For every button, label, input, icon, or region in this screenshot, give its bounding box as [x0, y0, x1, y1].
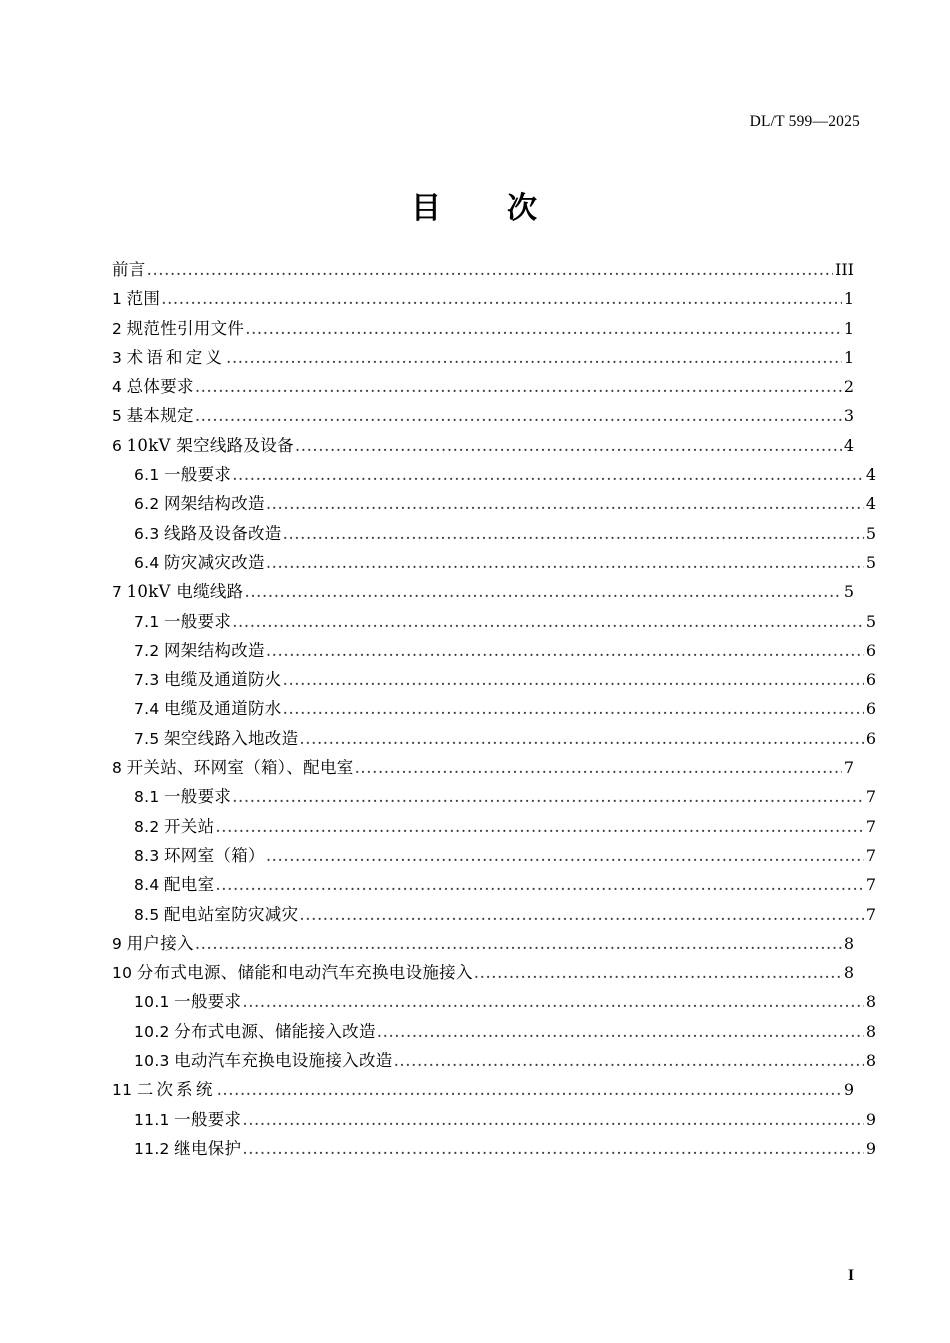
toc-entry[interactable] [112, 291, 854, 320]
toc-entry-text: 前言 [112, 260, 146, 279]
toc-entry[interactable] [112, 1021, 876, 1053]
toc-entry-text: 总体要求 [126, 377, 194, 397]
toc-entry-page-number: 7 [865, 875, 876, 895]
toc-entry[interactable] [112, 379, 854, 408]
toc-entry-text: 开关站、环网室（箱）、配电室 [126, 758, 354, 778]
toc-entry-text: 一般要求 [174, 1109, 242, 1129]
toc-entry[interactable] [112, 318, 854, 350]
toc-entry-page-number: 4 [843, 435, 854, 455]
toc-dot-leader [266, 496, 864, 513]
toc-entry[interactable] [112, 760, 854, 789]
toc-entry-label [112, 262, 146, 279]
toc-entry-label [134, 789, 231, 806]
toc-entry-page-number: 5 [865, 611, 876, 631]
toc-entry-page-number: 6 [865, 640, 876, 660]
toc-entry[interactable] [112, 347, 854, 379]
toc-entry-number: 6 [112, 436, 123, 455]
toc-entry[interactable] [112, 672, 876, 701]
toc-entry-label [112, 965, 473, 982]
toc-entry-page-number: 6 [865, 728, 876, 748]
toc-entry-page-number: 4 [865, 494, 876, 514]
toc-entry-label [134, 1021, 376, 1041]
toc-entry-label [134, 1109, 242, 1129]
toc-entry[interactable] [112, 262, 854, 291]
toc-entry-label [134, 523, 282, 543]
toc-entry-number: 5 [112, 407, 123, 426]
toc-entry-label [112, 347, 226, 367]
toc-entry-text: 10kV 电缆线路 [126, 582, 244, 602]
toc-entry-text: 一般要求 [174, 992, 242, 1012]
toc-entry-page-number: 1 [843, 347, 854, 367]
toc-dot-leader [283, 701, 864, 718]
toc-entry[interactable] [112, 1138, 876, 1170]
toc-entry-number: 6.3 [134, 524, 160, 543]
toc-entry-page-number: 7 [865, 816, 876, 836]
page-folio: I [847, 1267, 854, 1284]
toc-entry-label [134, 552, 265, 572]
toc-entry-number: 6.1 [134, 466, 160, 485]
toc-entry[interactable] [112, 435, 854, 467]
toc-entry-text: 配电站室防灾减灾 [164, 904, 299, 924]
toc-entry-label [112, 291, 160, 308]
toc-dot-leader [242, 1141, 863, 1158]
toc-entry-page-number: 8 [843, 933, 854, 953]
toc-entry-page-number: III [835, 260, 854, 279]
toc-dot-leader [355, 760, 842, 777]
toc-entry-number: 7 [112, 583, 123, 602]
toc-entry[interactable] [112, 1082, 854, 1111]
toc-entry-number: 7.2 [134, 641, 160, 660]
toc-entry[interactable] [112, 789, 876, 818]
toc-entry[interactable] [112, 1109, 876, 1141]
toc-entry-number: 8.3 [134, 846, 160, 865]
toc-entry-text: 基本规定 [126, 406, 194, 426]
toc-entry-page-number: 5 [865, 552, 876, 572]
toc-entry-text: 一般要求 [164, 611, 232, 631]
toc-entry-text: 一般要求 [164, 787, 232, 807]
toc-dot-leader [245, 321, 842, 338]
toc-entry[interactable] [112, 877, 876, 906]
toc-dot-leader [195, 936, 842, 953]
toc-entry-page-number: 9 [865, 1138, 876, 1158]
toc-entry-number: 8.4 [134, 876, 160, 895]
toc-entry-page-number: 7 [865, 904, 876, 924]
toc-dot-leader [394, 1053, 864, 1070]
toc-entry[interactable] [112, 611, 876, 643]
toc-entry-text: 规范性引用文件 [126, 318, 245, 338]
toc-entry-text: 分布式电源、储能接入改造 [174, 1021, 376, 1041]
toc-dot-leader [295, 438, 842, 455]
toc-entry-text: 术语和定义 [126, 347, 226, 367]
toc-entry-number: 11.1 [134, 1110, 170, 1129]
toc-dot-leader [147, 262, 833, 279]
toc-entry-number: 10 [112, 964, 133, 983]
toc-entry[interactable] [112, 496, 876, 525]
toc-dot-leader [283, 526, 864, 543]
toc-entry-label [112, 1082, 216, 1099]
toc-entry-label [134, 816, 215, 836]
toc-entry-page-number: 2 [843, 377, 854, 397]
toc-entry-number: 11.2 [134, 1139, 170, 1158]
page-title: 目 次 [411, 191, 539, 226]
toc-entry-page-number: 1 [843, 289, 854, 309]
toc-entry[interactable] [112, 640, 876, 672]
toc-entry-number: 7.5 [134, 729, 160, 748]
toc-entry-page-number: 3 [843, 406, 854, 426]
toc-entry-number: 9 [112, 934, 123, 953]
toc-entry[interactable] [112, 965, 854, 994]
toc-dot-leader [266, 555, 864, 572]
toc-entry-page-number: 6 [865, 670, 876, 690]
toc-entry-label [134, 994, 241, 1011]
toc-entry-text: 架空线路入地改造 [164, 728, 299, 748]
toc-entry-page-number: 8 [843, 963, 854, 983]
toc-entry-page-number: 8 [865, 1051, 876, 1071]
toc-entry-number: 7.3 [134, 671, 160, 690]
toc-entry-page-number: 7 [865, 787, 876, 807]
toc-entry-number: 2 [112, 319, 123, 338]
toc-dot-leader [217, 1082, 842, 1099]
toc-entry[interactable] [112, 845, 876, 877]
toc-dot-leader [232, 789, 864, 806]
toc-entry[interactable] [112, 816, 876, 848]
toc-entry[interactable] [112, 523, 876, 555]
toc-entry-text: 防灾减灾改造 [164, 552, 265, 572]
toc-entry-label [112, 435, 294, 455]
toc-entry-label [112, 379, 194, 396]
toc-dot-leader [232, 614, 864, 631]
toc-entry[interactable] [112, 728, 876, 760]
toc-entry-number: 8.2 [134, 817, 160, 836]
toc-dot-leader [283, 672, 864, 689]
toc-entry[interactable] [112, 584, 854, 613]
toc-entry-label [134, 1053, 393, 1070]
toc-dot-leader [195, 408, 842, 425]
toc-dot-leader [244, 584, 841, 601]
toc-entry[interactable] [112, 994, 876, 1023]
toc-entry-text: 一般要求 [164, 465, 232, 485]
toc-entry-number: 3 [112, 348, 123, 367]
toc-entry-text: 电动汽车充换电设施接入改造 [174, 1051, 393, 1071]
toc-dot-leader [226, 350, 842, 367]
toc-entry-page-number: 6 [865, 699, 876, 719]
toc-entry[interactable] [112, 933, 854, 965]
toc-entry-text: 环网室（箱） [164, 845, 265, 865]
toc-dot-leader [299, 731, 863, 748]
toc-entry-page-number: 8 [865, 992, 876, 1012]
toc-entry-page-number: 7 [865, 845, 876, 865]
toc-entry-text: 范围 [126, 289, 161, 309]
toc-entry[interactable] [112, 701, 876, 730]
toc-dot-leader [242, 1112, 863, 1129]
toc-entry-number: 10.3 [134, 1052, 170, 1071]
toc-dot-leader [215, 819, 863, 836]
toc-entry-label [134, 904, 299, 924]
toc-dot-leader [377, 1024, 864, 1041]
toc-entry-number: 4 [112, 378, 123, 397]
toc-entry-text: 二次系统 [136, 1080, 216, 1100]
toc-entry-page-number: 7 [843, 758, 854, 778]
toc-entry[interactable] [112, 1053, 876, 1082]
toc-dot-leader [474, 965, 842, 982]
toc-entry-page-number: 1 [843, 318, 854, 338]
toc-entry-number: 6.4 [134, 553, 160, 572]
toc-entry-label [112, 408, 194, 425]
toc-entry-number: 6.2 [134, 495, 160, 514]
toc-entry-number: 10.1 [134, 993, 170, 1012]
toc-entry-label [134, 640, 265, 660]
toc-entry-label [112, 584, 243, 601]
toc-entry[interactable] [112, 408, 854, 437]
toc-entry-label [134, 845, 265, 865]
toc-entry-number: 10.2 [134, 1022, 170, 1041]
toc-entry-label [112, 318, 245, 338]
toc-dot-leader [161, 291, 842, 308]
toc-entry[interactable] [112, 467, 876, 496]
toc-entry-number: 7.4 [134, 700, 160, 719]
toc-entry-page-number: 4 [865, 465, 876, 485]
toc-entry-page-number: 9 [865, 1109, 876, 1129]
toc-entry-label [134, 1138, 242, 1158]
toc-entry-number: 8 [112, 759, 123, 778]
toc-entry-label [134, 728, 299, 748]
toc-dot-leader [266, 848, 864, 865]
toc-entry-text: 开关站 [164, 816, 215, 836]
toc-entry-text: 分布式电源、储能和电动汽车充换电设施接入 [136, 963, 473, 983]
toc-entry-label [134, 672, 282, 689]
toc-entry-page-number: 9 [843, 1080, 854, 1100]
toc-entry-number: 11 [112, 1081, 133, 1100]
toc-entry-page-number: 5 [865, 523, 876, 543]
toc-dot-leader [232, 467, 864, 484]
toc-entry-label [134, 701, 282, 718]
toc-entry-text: 电缆及通道防水 [164, 699, 282, 719]
toc-entry-label [134, 877, 214, 894]
toc-entry-page-number: 5 [843, 582, 854, 602]
toc-entry-number: 1 [112, 290, 123, 309]
toc-entry-label [134, 496, 265, 513]
toc-entry-number: 8.1 [134, 788, 160, 807]
toc-entry[interactable] [112, 552, 876, 584]
toc-dot-leader [299, 907, 863, 924]
toc-entry-label [112, 933, 194, 953]
toc-entry-text: 用户接入 [126, 933, 194, 953]
running-header-standard-code: DL/T 599—2025 [749, 113, 860, 130]
toc-entry[interactable] [112, 904, 876, 936]
toc-entry-text: 线路及设备改造 [164, 523, 282, 543]
toc-entry-text: 电缆及通道防火 [164, 670, 282, 690]
toc-entry-text: 网架结构改造 [164, 494, 265, 514]
toc-dot-leader [215, 877, 863, 894]
toc-entry-text: 继电保护 [174, 1138, 242, 1158]
toc-entry-number: 8.5 [134, 905, 160, 924]
toc-dot-leader [242, 994, 863, 1011]
toc-entry-label [112, 760, 354, 777]
toc-entry-page-number: 8 [865, 1021, 876, 1041]
toc-dot-leader [266, 643, 864, 660]
toc-entry-text: 配电室 [164, 875, 215, 895]
toc-dot-leader [195, 379, 842, 396]
toc-entry-label [134, 611, 232, 631]
toc-entry-label [134, 467, 231, 484]
toc-entry-text: 10kV 架空线路及设备 [126, 435, 294, 455]
toc-entry-text: 网架结构改造 [164, 640, 265, 660]
table-of-contents [112, 260, 876, 1170]
toc-entry-number: 7.1 [134, 612, 160, 631]
